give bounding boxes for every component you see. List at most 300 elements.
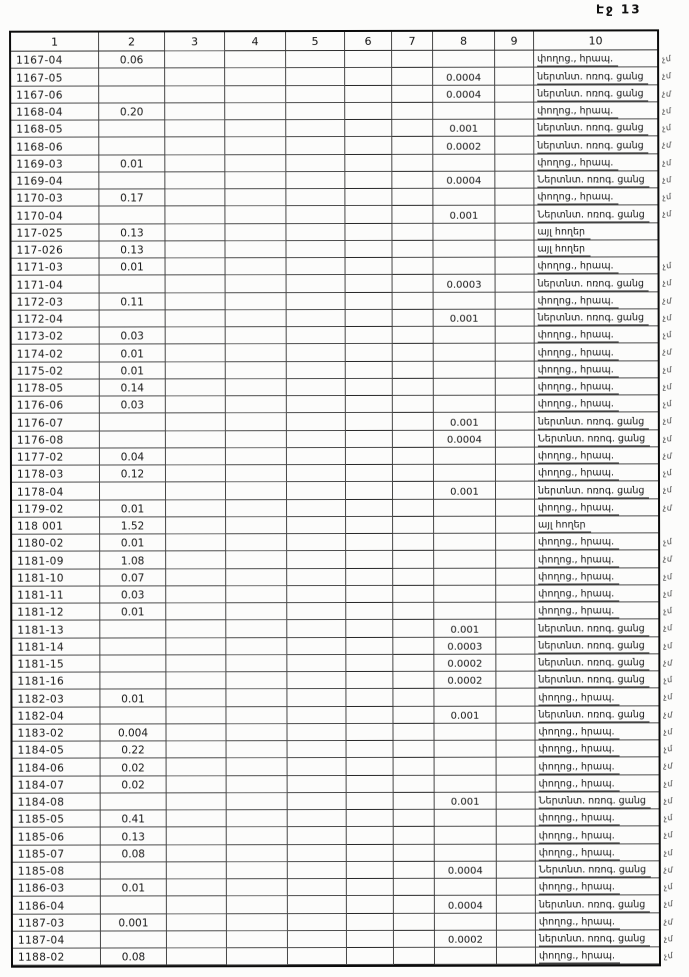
cell-empty bbox=[347, 862, 394, 879]
cell-empty bbox=[392, 172, 433, 189]
cell-parcel-code: 1185-08 bbox=[13, 862, 101, 879]
cell-land-use bbox=[534, 171, 657, 189]
land-use-text: փողոց., հրապ. bbox=[538, 502, 619, 515]
cell-empty bbox=[287, 534, 346, 551]
margin-mark: չմ bbox=[662, 71, 672, 81]
land-use-text: ներտնտ. ոռոգ. ցանց bbox=[538, 640, 649, 653]
cell-net-value bbox=[434, 516, 496, 533]
cell-empty bbox=[346, 430, 393, 447]
cell-empty bbox=[496, 361, 535, 378]
cell-empty bbox=[165, 120, 225, 137]
cell-empty bbox=[226, 413, 287, 430]
cell-empty bbox=[346, 396, 393, 413]
cell-empty bbox=[226, 517, 287, 534]
cell-area-value: 1.52 bbox=[100, 517, 166, 534]
land-use-text: ներտնտ. ոռոգ. ցանց bbox=[539, 933, 650, 946]
cell-empty bbox=[287, 603, 346, 620]
cell-empty bbox=[167, 862, 227, 879]
cell-empty bbox=[225, 103, 286, 120]
cell-parcel-code: 1183-02 bbox=[12, 724, 100, 741]
cell-land-use bbox=[535, 602, 658, 620]
cell-net-value: 0.0004 bbox=[433, 68, 495, 85]
cell-land-use bbox=[535, 413, 658, 431]
cell-empty bbox=[393, 258, 434, 275]
cell-empty bbox=[393, 603, 434, 620]
cell-land-use bbox=[535, 551, 658, 569]
cell-net-value bbox=[433, 51, 495, 68]
cell-empty bbox=[496, 292, 535, 309]
cell-empty bbox=[286, 120, 345, 137]
cell-empty bbox=[226, 379, 287, 396]
cell-empty bbox=[287, 586, 346, 603]
cell-empty bbox=[394, 948, 435, 965]
land-use-text: փողոց., հրապ. bbox=[537, 157, 618, 170]
cell-net-value bbox=[434, 499, 496, 516]
cell-empty bbox=[496, 620, 535, 637]
cell-empty bbox=[345, 172, 392, 189]
cell-empty bbox=[226, 586, 287, 603]
cell-empty bbox=[166, 293, 226, 310]
cell-empty bbox=[496, 551, 535, 568]
cell-empty bbox=[393, 637, 434, 654]
cell-empty bbox=[226, 396, 287, 413]
cell-empty bbox=[286, 51, 345, 68]
cell-empty bbox=[345, 189, 392, 206]
cell-empty bbox=[226, 569, 287, 586]
column-header-3: 3 bbox=[165, 32, 225, 51]
land-use-text: փողոց., հրապ. bbox=[538, 330, 619, 343]
cell-net-value: 0.0002 bbox=[435, 930, 497, 947]
cell-parcel-code: 1188-02 bbox=[13, 949, 101, 966]
cell-empty bbox=[226, 707, 287, 724]
cell-empty bbox=[286, 103, 345, 120]
cell-area-value bbox=[101, 862, 167, 879]
cell-empty bbox=[345, 206, 392, 223]
cell-net-value: 0.001 bbox=[434, 620, 496, 637]
cell-empty bbox=[287, 551, 346, 568]
cell-land-use bbox=[535, 430, 658, 448]
cell-land-use bbox=[534, 188, 657, 206]
margin-mark: չմ bbox=[662, 175, 672, 185]
cell-empty bbox=[394, 844, 435, 861]
cell-net-value: 0.001 bbox=[433, 206, 495, 223]
cell-empty bbox=[495, 189, 534, 206]
cell-area-value bbox=[100, 414, 166, 431]
cell-net-value: 0.0004 bbox=[434, 430, 496, 447]
cell-land-use bbox=[536, 844, 659, 862]
cell-area-value: 0.13 bbox=[99, 241, 165, 258]
cell-empty bbox=[394, 775, 435, 792]
cell-net-value: 0.0003 bbox=[434, 637, 496, 654]
cell-empty bbox=[347, 948, 394, 965]
cell-empty bbox=[167, 914, 227, 931]
cell-empty bbox=[393, 672, 434, 689]
cell-area-value: 0.41 bbox=[101, 810, 167, 827]
cell-empty bbox=[347, 775, 394, 792]
cell-empty bbox=[165, 241, 225, 258]
cell-empty bbox=[226, 275, 287, 292]
margin-mark: չմ bbox=[661, 140, 673, 151]
land-use-text: փողոց., հրապ. bbox=[539, 830, 620, 843]
land-use-text: փողոց., հրապ. bbox=[538, 726, 619, 739]
cell-empty bbox=[346, 258, 393, 275]
cell-land-use bbox=[535, 706, 658, 724]
land-use-text: ներտնտ. ոռոգ. ցանց bbox=[538, 416, 649, 429]
margin-mark: չմ bbox=[662, 450, 673, 461]
cell-empty bbox=[166, 327, 226, 344]
cell-area-value bbox=[100, 621, 166, 638]
cell-land-use bbox=[536, 792, 659, 810]
margin-mark: չմ bbox=[662, 261, 673, 271]
cell-area-value: 1.08 bbox=[100, 552, 166, 569]
cell-parcel-code: 1167-06 bbox=[11, 86, 99, 103]
land-use-text: Ներտնտ. ոռոգ. ցանց bbox=[539, 795, 651, 808]
cell-empty bbox=[392, 103, 433, 120]
cell-parcel-code: 1178-04 bbox=[12, 483, 100, 500]
cell-parcel-code: 1174-02 bbox=[12, 345, 100, 362]
cell-empty bbox=[166, 258, 226, 275]
cell-empty bbox=[392, 68, 433, 85]
cell-net-value: 0.001 bbox=[434, 309, 496, 326]
cell-empty bbox=[287, 448, 346, 465]
cell-empty bbox=[496, 706, 535, 723]
cell-net-value bbox=[434, 551, 496, 568]
cell-empty bbox=[495, 154, 534, 171]
cell-area-value: 0.01 bbox=[100, 500, 166, 517]
cell-empty bbox=[167, 827, 227, 844]
cell-empty bbox=[225, 51, 286, 68]
margin-mark: չմ bbox=[662, 537, 673, 547]
cell-empty bbox=[496, 603, 535, 620]
cell-empty bbox=[393, 706, 434, 723]
margin-mark: չմ bbox=[662, 657, 674, 668]
cell-empty bbox=[495, 171, 534, 188]
cell-area-value: 0.001 bbox=[101, 914, 167, 931]
land-use-text: փողոց., հրապ. bbox=[538, 468, 619, 481]
cell-empty bbox=[165, 172, 225, 189]
cell-empty bbox=[166, 413, 226, 430]
cell-empty bbox=[288, 931, 347, 948]
cell-parcel-code: 1168-04 bbox=[11, 103, 99, 120]
cell-empty bbox=[497, 810, 536, 827]
cell-empty bbox=[287, 310, 346, 327]
cell-empty bbox=[165, 206, 225, 223]
land-use-text: փողոց., հրապ. bbox=[537, 192, 618, 205]
cell-area-value: 0.01 bbox=[100, 258, 166, 275]
cell-empty bbox=[166, 379, 226, 396]
cell-parcel-code: 1182-03 bbox=[12, 690, 100, 707]
cell-empty bbox=[287, 620, 346, 637]
cell-empty bbox=[345, 103, 392, 120]
cell-empty bbox=[225, 86, 286, 103]
margin-mark: չմ bbox=[662, 192, 673, 202]
margin-mark: չմ bbox=[663, 864, 674, 875]
cell-empty bbox=[497, 758, 536, 775]
cell-empty bbox=[497, 844, 536, 861]
cell-empty bbox=[287, 361, 346, 378]
cell-empty bbox=[287, 258, 346, 275]
cell-parcel-code: 1180-02 bbox=[12, 535, 100, 552]
cell-empty bbox=[496, 396, 535, 413]
cell-empty bbox=[393, 344, 434, 361]
cell-empty bbox=[286, 85, 345, 102]
cell-area-value: 0.01 bbox=[101, 879, 167, 896]
cell-land-use bbox=[535, 395, 658, 413]
cell-empty bbox=[394, 879, 435, 896]
column-header-4: 4 bbox=[225, 32, 286, 51]
cell-empty bbox=[497, 879, 536, 896]
cell-parcel-code: 1184-07 bbox=[13, 776, 101, 793]
cell-land-use bbox=[535, 292, 658, 310]
cell-empty bbox=[346, 551, 393, 568]
cell-parcel-code: 117-025 bbox=[11, 224, 99, 241]
land-use-text: Ներտնտ. ոռոգ. ցանց bbox=[538, 433, 650, 446]
column-header-8: 8 bbox=[433, 32, 495, 51]
cell-empty bbox=[225, 155, 286, 172]
cell-empty bbox=[394, 810, 435, 827]
cell-land-use bbox=[535, 671, 658, 689]
cell-empty bbox=[166, 603, 226, 620]
cell-parcel-code: 1178-03 bbox=[12, 466, 100, 483]
cell-net-value bbox=[433, 154, 495, 171]
margin-mark bbox=[662, 223, 671, 240]
cell-empty bbox=[346, 689, 393, 706]
cell-empty bbox=[393, 534, 434, 551]
cell-area-value bbox=[99, 172, 165, 189]
cell-empty bbox=[286, 206, 345, 223]
cell-empty bbox=[392, 223, 433, 240]
cell-net-value bbox=[434, 361, 496, 378]
cell-empty bbox=[393, 275, 434, 292]
cell-area-value: 0.01 bbox=[100, 345, 166, 362]
cell-empty bbox=[346, 672, 393, 689]
cell-parcel-code: 1181-14 bbox=[12, 638, 100, 655]
cell-area-value bbox=[99, 69, 165, 86]
margin-mark: չմ bbox=[663, 727, 673, 737]
cell-net-value bbox=[433, 189, 495, 206]
cell-empty bbox=[346, 465, 393, 482]
column-header-1: 1 bbox=[11, 33, 99, 52]
cell-empty bbox=[495, 206, 534, 223]
cell-empty bbox=[346, 275, 393, 292]
land-use-text: փողոց., հրապ. bbox=[538, 450, 619, 463]
cell-net-value: 0.001 bbox=[435, 792, 497, 809]
land-use-text: ներտնտ. ոռոգ. ցանց bbox=[538, 657, 649, 670]
margin-mark: չմ bbox=[662, 313, 672, 323]
land-use-text: ներտնտ. ոռոգ. ցանց bbox=[537, 71, 648, 84]
cell-empty bbox=[166, 534, 226, 551]
cell-empty bbox=[496, 689, 535, 706]
cell-empty bbox=[345, 154, 392, 171]
land-use-text: փողոց., հրապ. bbox=[539, 778, 620, 791]
cell-empty bbox=[346, 568, 393, 585]
cell-area-value: 0.01 bbox=[99, 155, 165, 172]
cell-parcel-code: 1187-03 bbox=[13, 914, 101, 931]
cell-empty bbox=[496, 275, 535, 292]
cell-parcel-code: 1181-15 bbox=[12, 655, 100, 672]
cell-land-use bbox=[536, 947, 659, 965]
cell-land-use bbox=[536, 913, 659, 931]
cell-net-value bbox=[434, 568, 496, 585]
land-use-text: փողոց., հրապ. bbox=[538, 399, 619, 412]
land-use-text: Ներտնտ. ոռոգ. ցանց bbox=[537, 174, 649, 187]
cell-land-use bbox=[535, 585, 658, 603]
cell-empty bbox=[287, 430, 346, 447]
cell-parcel-code: 1177-02 bbox=[12, 448, 100, 465]
land-use-text: փողոց., հրապ. bbox=[537, 54, 618, 67]
margin-mark: չմ bbox=[663, 571, 673, 581]
column-header-6: 6 bbox=[345, 32, 392, 51]
cell-net-value bbox=[433, 223, 495, 240]
cell-empty bbox=[287, 637, 346, 654]
cell-empty bbox=[347, 810, 394, 827]
cell-parcel-code: 1171-04 bbox=[12, 276, 100, 293]
cell-parcel-code: 1181-10 bbox=[12, 569, 100, 586]
cell-empty bbox=[165, 103, 225, 120]
cell-empty bbox=[286, 68, 345, 85]
cell-area-value bbox=[100, 276, 166, 293]
cell-empty bbox=[394, 758, 435, 775]
cell-area-value bbox=[99, 120, 165, 137]
cell-parcel-code: 1184-05 bbox=[13, 742, 101, 759]
margin-mark bbox=[662, 240, 673, 258]
cell-empty bbox=[496, 637, 535, 654]
cell-net-value: 0.001 bbox=[434, 482, 496, 499]
cell-empty bbox=[226, 534, 287, 551]
cell-area-value bbox=[100, 707, 166, 724]
land-use-text: ներտնտ. ոռոգ. ցանց bbox=[538, 623, 649, 636]
cell-area-value bbox=[100, 638, 166, 655]
cell-empty bbox=[287, 275, 346, 292]
cell-area-value: 0.13 bbox=[99, 224, 165, 241]
cell-empty bbox=[346, 534, 393, 551]
cell-empty bbox=[497, 930, 536, 947]
cell-empty bbox=[496, 568, 535, 585]
cell-land-use bbox=[536, 740, 659, 758]
cell-empty bbox=[226, 362, 287, 379]
cell-parcel-code: 1167-05 bbox=[11, 69, 99, 86]
cell-land-use bbox=[535, 620, 658, 638]
cell-land-use bbox=[535, 344, 658, 362]
cell-empty bbox=[345, 51, 392, 68]
cell-net-value bbox=[435, 913, 497, 930]
cell-land-use bbox=[535, 378, 658, 396]
cell-land-use bbox=[536, 896, 659, 914]
cell-area-value: 0.01 bbox=[100, 362, 166, 379]
cell-empty bbox=[393, 499, 434, 516]
cell-empty bbox=[394, 896, 435, 913]
cell-area-value bbox=[101, 897, 167, 914]
cell-empty bbox=[394, 862, 435, 879]
cell-land-use bbox=[536, 861, 659, 879]
cell-empty bbox=[288, 948, 347, 965]
cell-empty bbox=[345, 137, 392, 154]
cell-empty bbox=[393, 724, 434, 741]
cell-empty bbox=[495, 51, 534, 68]
cell-area-value: 0.08 bbox=[101, 948, 167, 965]
cell-empty bbox=[166, 431, 226, 448]
cell-parcel-code: 1181-13 bbox=[12, 621, 100, 638]
cell-area-value bbox=[100, 310, 166, 327]
cell-land-use bbox=[534, 85, 657, 103]
cell-empty bbox=[166, 465, 226, 482]
cell-empty bbox=[392, 154, 433, 171]
cell-empty bbox=[496, 723, 535, 740]
cell-land-use bbox=[535, 637, 658, 655]
column-header-10: 10 bbox=[534, 31, 657, 50]
margin-mark: չմ bbox=[662, 416, 673, 426]
cell-empty bbox=[393, 292, 434, 309]
cell-empty bbox=[165, 137, 225, 154]
cell-parcel-code: 1170-03 bbox=[11, 190, 99, 207]
cell-empty bbox=[393, 430, 434, 447]
cell-empty bbox=[346, 482, 393, 499]
land-use-text: ներտնտ. ոռոգ. ցանց bbox=[537, 140, 648, 153]
cell-area-value: 0.01 bbox=[100, 603, 166, 620]
land-use-text: փողոց., հրապ. bbox=[539, 951, 620, 964]
margin-mark: չմ bbox=[663, 640, 673, 650]
margin-mark: չմ bbox=[663, 882, 674, 892]
cell-empty bbox=[227, 862, 288, 879]
cell-net-value bbox=[435, 844, 497, 861]
cell-land-use bbox=[534, 68, 657, 86]
land-use-text: փողոց., հրապ. bbox=[538, 537, 619, 550]
cell-empty bbox=[346, 724, 393, 741]
cell-empty bbox=[346, 448, 393, 465]
cell-empty bbox=[166, 689, 226, 706]
cell-empty bbox=[226, 724, 287, 741]
cell-empty bbox=[497, 896, 536, 913]
cell-parcel-code: 1172-04 bbox=[12, 310, 100, 327]
cell-empty bbox=[496, 327, 535, 344]
land-parcel-table bbox=[9, 29, 661, 968]
land-use-text: փողոց., հրապ. bbox=[539, 813, 620, 826]
cell-area-value: 0.20 bbox=[99, 103, 165, 120]
margin-mark: չմ bbox=[662, 330, 673, 340]
cell-net-value: 0.0004 bbox=[433, 85, 495, 102]
cell-empty bbox=[167, 810, 227, 827]
land-use-text: ներտնտ. ոռոգ. ցանց bbox=[538, 312, 649, 325]
margin-mark: չմ bbox=[663, 744, 674, 754]
cell-empty bbox=[166, 551, 226, 568]
cell-net-value: 0.0004 bbox=[435, 896, 497, 913]
margin-mark: չմ bbox=[661, 54, 672, 64]
cell-net-value bbox=[434, 378, 496, 395]
land-use-text: փողոց., հրապ. bbox=[538, 571, 619, 584]
cell-empty bbox=[495, 68, 534, 85]
cell-empty bbox=[394, 741, 435, 758]
cell-empty bbox=[347, 844, 394, 861]
margin-mark: չմ bbox=[662, 209, 672, 219]
cell-land-use bbox=[534, 154, 657, 172]
cell-area-value: 0.03 bbox=[100, 396, 166, 413]
cell-empty bbox=[496, 672, 535, 689]
cell-empty bbox=[227, 758, 288, 775]
cell-empty bbox=[227, 879, 288, 896]
cell-empty bbox=[167, 931, 227, 948]
cell-net-value bbox=[435, 758, 497, 775]
cell-empty bbox=[287, 327, 346, 344]
cell-empty bbox=[166, 396, 226, 413]
cell-empty bbox=[394, 913, 435, 930]
cell-area-value: 0.12 bbox=[100, 465, 166, 482]
cell-parcel-code: 1176-06 bbox=[12, 397, 100, 414]
cell-empty bbox=[165, 68, 225, 85]
cell-parcel-code: 1176-07 bbox=[12, 414, 100, 431]
cell-land-use bbox=[535, 464, 658, 482]
cell-net-value bbox=[435, 810, 497, 827]
margin-mark: չմ bbox=[663, 899, 674, 909]
